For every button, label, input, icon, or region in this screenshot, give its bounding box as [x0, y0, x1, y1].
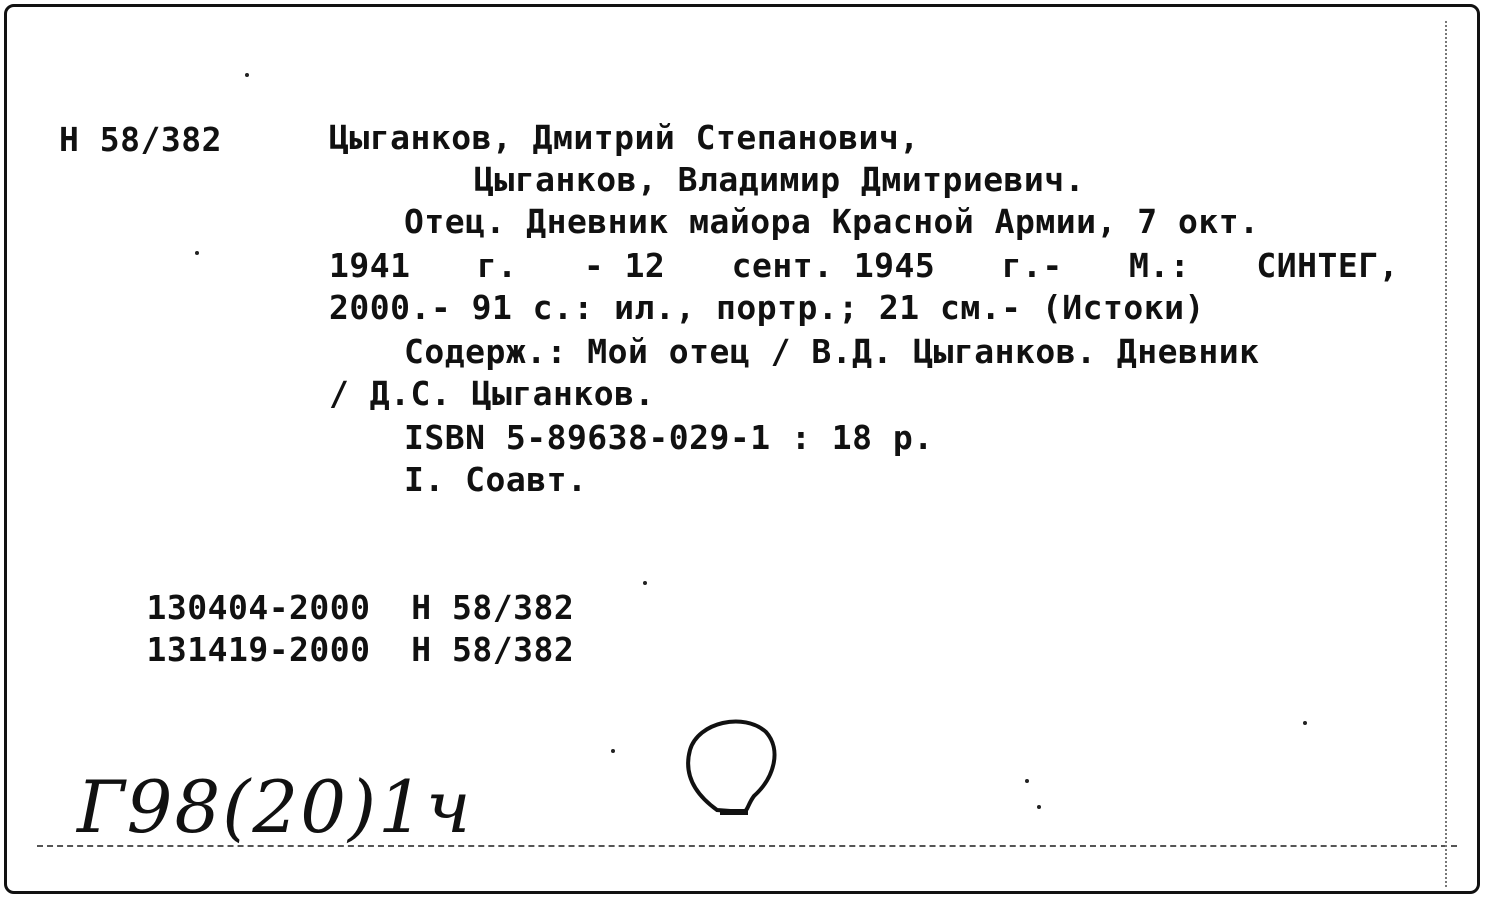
contents-line-2: / Д.С. Цыганков. — [329, 374, 655, 413]
handwritten-classification: Г98(20)1ч — [77, 765, 473, 849]
card-hole-icon — [682, 712, 782, 822]
title-line-2-part: сент. 1945 — [731, 246, 936, 285]
speck — [245, 73, 249, 77]
isbn-line: ISBN 5-89638-029-1 : 18 р. — [404, 418, 934, 457]
title-line-2-part: - 12 — [583, 246, 666, 285]
title-line-3: 2000.- 91 с.: ил., портр.; 21 см.- (Истоки) — [329, 288, 1205, 327]
speck — [1303, 721, 1307, 725]
shelf-mark: Н 58/382 — [59, 120, 222, 159]
accession-mark: Н 58/382 — [411, 588, 575, 627]
contents-line-1: Содерж.: Мой отец / В.Д. Цыганков. Дневник — [404, 332, 1260, 371]
bottom-dashed-line — [37, 845, 1457, 847]
coauthor-line: I. Соавт. — [404, 460, 588, 499]
title-line-2-part: М.: — [1129, 246, 1191, 285]
accession-number: 131419-2000 — [146, 630, 371, 669]
speck — [1025, 779, 1029, 783]
title-line-2-part: г. — [476, 246, 518, 285]
author-main: Цыганков, Дмитрий Степанович, — [329, 118, 920, 157]
title-line-2-part: СИНТЕГ, — [1256, 246, 1399, 285]
title-line-2-part: г.- — [1001, 246, 1063, 285]
right-dotted-line — [1445, 21, 1447, 887]
title-line-2-part: 1941 — [329, 246, 411, 285]
title-line-2 — [329, 245, 1399, 287]
accession-number: 130404-2000 — [146, 588, 371, 627]
accession-mark: Н 58/382 — [411, 630, 575, 669]
speck — [611, 749, 615, 753]
speck — [643, 581, 647, 585]
title-line-1: Отец. Дневник майора Красной Армии, 7 окт. — [404, 202, 1260, 241]
accession-row — [65, 587, 574, 713]
speck — [1037, 805, 1041, 809]
catalog-card — [4, 4, 1480, 894]
speck — [195, 251, 199, 255]
author-second: Цыганков, Владимир Дмитриевич. — [474, 160, 1086, 199]
